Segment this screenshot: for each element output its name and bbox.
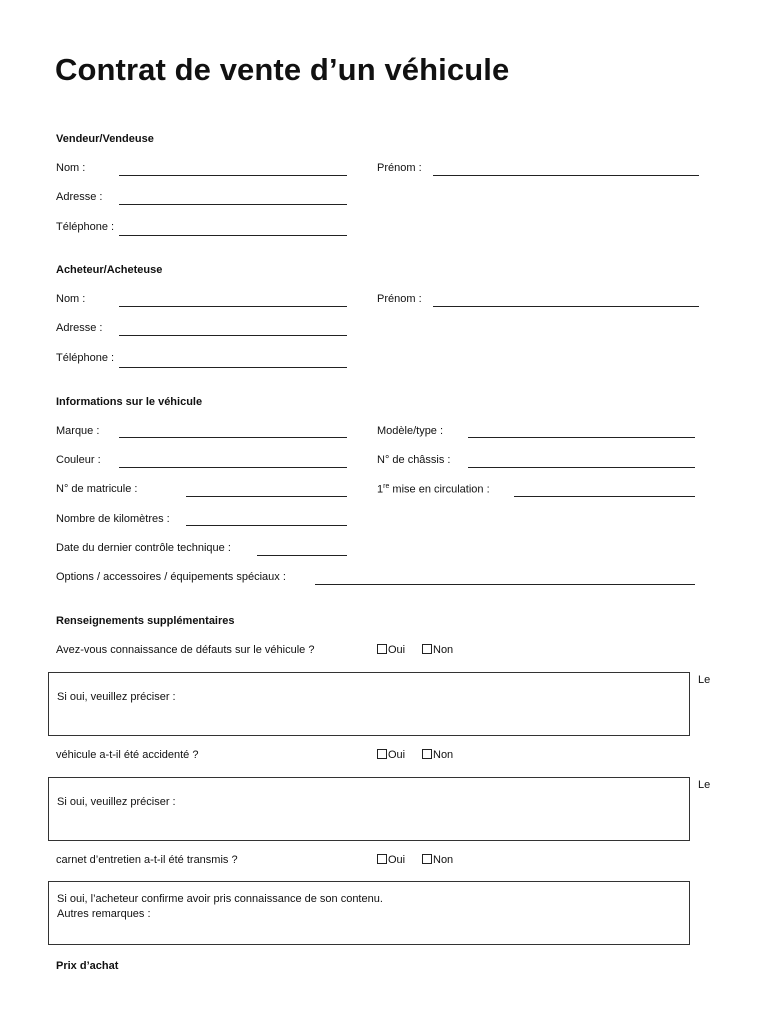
matricule-label: N° de matricule :: [56, 483, 138, 495]
seller-telephone-field[interactable]: [119, 235, 347, 236]
buyer-telephone-field[interactable]: [119, 367, 347, 368]
checkbox-icon[interactable]: [377, 644, 387, 654]
question-defauts: Avez-vous connaissance de défauts sur le véhicule ?: [56, 644, 315, 656]
defauts-oui-option[interactable]: [377, 644, 405, 656]
couleur-label: Couleur :: [56, 454, 101, 466]
checkbox-icon[interactable]: [377, 749, 387, 759]
document-title: Contrat de vente d’un véhicule: [55, 52, 510, 87]
modele-label: Modèle/type :: [377, 425, 444, 437]
oui-label: Oui: [388, 854, 406, 866]
seller-nom-label: Nom :: [56, 162, 86, 174]
vehicle-heading: Informations sur le véhicule: [56, 396, 203, 408]
options-field[interactable]: [315, 584, 695, 585]
defauts-details-label: Si oui, veuillez préciser :: [57, 691, 176, 703]
non-label: Non: [433, 644, 454, 656]
extra-heading: Renseignements supplémentaires: [56, 615, 235, 627]
seller-telephone-label: Téléphone :: [56, 221, 115, 233]
chassis-label: N° de châssis :: [377, 454, 451, 466]
mise-en-circulation-label: [377, 483, 490, 496]
buyer-nom-label: Nom :: [56, 293, 86, 305]
le-fragment: Le: [698, 674, 711, 686]
buyer-adresse-field[interactable]: [119, 335, 347, 336]
controle-field[interactable]: [257, 555, 347, 556]
buyer-nom-field[interactable]: [119, 306, 347, 307]
oui-label: Oui: [388, 644, 406, 656]
carnet-remarks-box[interactable]: [48, 881, 690, 945]
kilometres-field[interactable]: [186, 525, 347, 526]
question-accidente: véhicule a-t-il été accidenté ?: [56, 749, 199, 761]
checkbox-icon[interactable]: [422, 854, 432, 864]
accidente-oui-option[interactable]: [377, 749, 405, 761]
options-label: Options / accessoires / équipements spéciaux :: [56, 571, 286, 583]
seller-adresse-field[interactable]: [119, 204, 347, 205]
chassis-field[interactable]: [468, 467, 695, 468]
marque-label: Marque :: [56, 425, 100, 437]
kilometres-label: Nombre de kilomètres :: [56, 513, 170, 525]
seller-heading: Vendeur/Vendeuse: [56, 133, 154, 145]
buyer-prenom-label: Prénom :: [377, 293, 422, 305]
couleur-field[interactable]: [119, 467, 347, 468]
controle-label: Date du dernier contrôle technique :: [56, 542, 231, 554]
mise-en-circulation-field[interactable]: [514, 496, 695, 497]
marque-field[interactable]: [119, 437, 347, 438]
seller-nom-field[interactable]: [119, 175, 347, 176]
mise-en-circulation-number: 1: [377, 483, 384, 496]
oui-label: Oui: [388, 749, 406, 761]
buyer-prenom-field[interactable]: [433, 306, 699, 307]
buyer-heading: Acheteur/Acheteuse: [56, 264, 163, 276]
autres-remarques-label: Autres remarques :: [57, 908, 151, 920]
accidente-details-box[interactable]: [48, 777, 690, 841]
checkbox-icon[interactable]: [377, 854, 387, 864]
matricule-field[interactable]: [186, 496, 347, 497]
checkbox-icon[interactable]: [422, 644, 432, 654]
mise-en-circulation-superscript: re: [383, 483, 390, 490]
accidente-non-option[interactable]: [422, 749, 453, 761]
non-label: Non: [433, 749, 454, 761]
defauts-details-box[interactable]: [48, 672, 690, 736]
buyer-adresse-label: Adresse :: [56, 322, 103, 334]
question-carnet: carnet d’entretien a-t-il été transmis ?: [56, 854, 238, 866]
price-heading: Prix d’achat: [56, 960, 119, 972]
carnet-non-option[interactable]: [422, 854, 453, 866]
seller-prenom-field[interactable]: [433, 175, 699, 176]
modele-field[interactable]: [468, 437, 695, 438]
non-label: Non: [433, 854, 454, 866]
accidente-details-label: Si oui, veuillez préciser :: [57, 796, 176, 808]
checkbox-icon[interactable]: [422, 749, 432, 759]
carnet-oui-option[interactable]: [377, 854, 405, 866]
carnet-confirmation-text: Si oui, l’acheteur confirme avoir pris connaissance de son contenu.: [57, 893, 383, 905]
le-fragment: Le: [698, 779, 711, 791]
seller-prenom-label: Prénom :: [377, 162, 422, 174]
buyer-telephone-label: Téléphone :: [56, 352, 115, 364]
mise-en-circulation-text: mise en circulation :: [389, 483, 490, 496]
seller-adresse-label: Adresse :: [56, 191, 103, 203]
defauts-non-option[interactable]: [422, 644, 453, 656]
